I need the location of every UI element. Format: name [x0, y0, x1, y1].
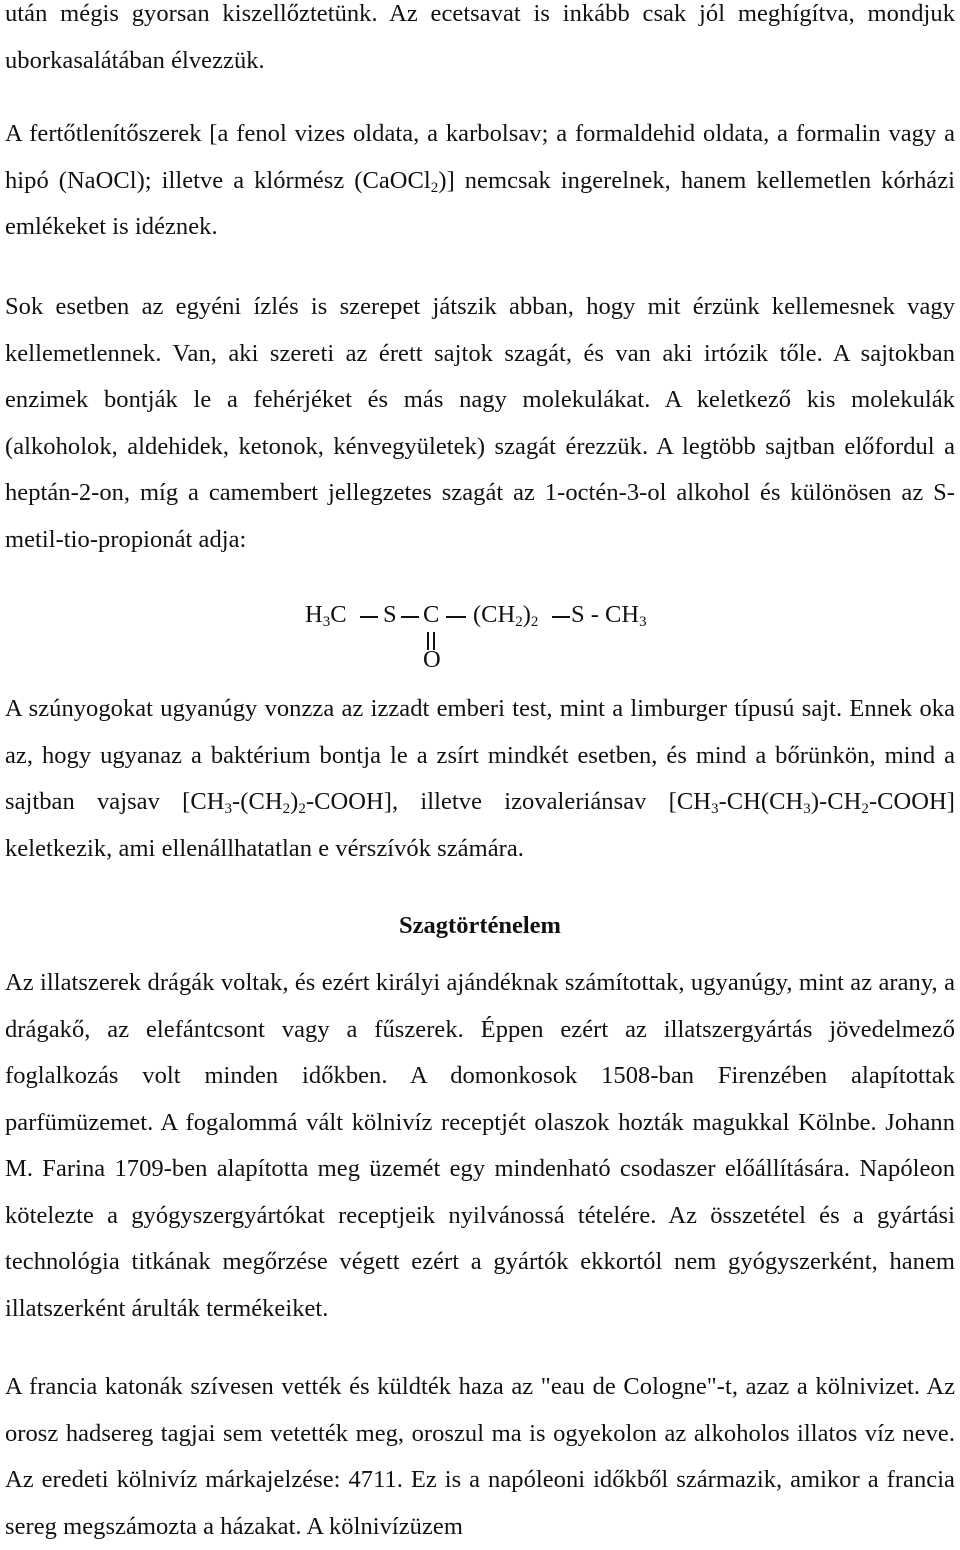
formula-oxygen: O: [423, 646, 441, 673]
paragraph-eau-de-cologne: A francia katonák szívesen vették és küldték haza az "eau de Cologne"-t, azaz a kölnivizet. Az orosz hadsereg tagjai sem vetették meg, oroszul ma is ogyekolon az alkoholos illatos víz neve. Az eredeti kölnivíz márkajelzése: 4711. Ez is a napóleoni időkből származik, amikor a francia sereg megszámozta a házakat. A kölnivízüzem: [5, 1373, 955, 1540]
formula-carbonyl-carbon: C: [423, 601, 440, 628]
formula-ch2-group: $(CH_2)_2$: [473, 601, 539, 630]
single-bond: [552, 616, 570, 618]
single-bond: [446, 616, 466, 618]
structural-formula: [5, 596, 955, 676]
formula-h3c: $H_3C$: [305, 601, 347, 630]
paragraph-disinfectants-text-a: A fertőtlenítőszerek [a fenol vizes oldata, a karbolsav; a formaldehid oldata, a formalin vagy a hipó (NaOCl); illetve a klórmész (CaOCl: [5, 120, 955, 194]
subscript: 2: [430, 179, 439, 196]
paragraph-disinfectants: [5, 111, 955, 251]
paragraph-cheese-smell: Sok esetben az egyéni ízlés is szerepet játszik abban, hogy mit érzünk kellemesnek vagy kellemetlennek. Van, aki szereti az érett sajtok szagát, és van aki irtózik tőle. A sajtokban enzimek bontják le a fehérjéket és más nagy molekulákat. A keletkező kis molekulák (alkoholok, aldehidek, ketonok, kénvegyületek) szagát érezzük. A legtöbb sajtban előfordul a heptán-2-on, míg a camembert jellegzetes szagát az 1-octén-3-ol alkohol és különösen az S-metil-tio-propionát adja:: [5, 293, 955, 553]
section-heading: Szagtörténelem: [399, 912, 561, 939]
formula-sulfur-1: S: [383, 601, 397, 628]
paragraph-disinfectants-text-b: )] nemcsak ingerelnek, hanem kellemetlen kórházi emlékeket is idéznek.: [5, 166, 955, 240]
paragraph-intro: után mégis gyorsan kiszellőztetünk. Az ecetsavat is inkább csak jól meghígítva, mondjuk uborkasalátában élvezzük.: [5, 0, 955, 74]
single-bond: [401, 616, 419, 618]
single-bond: [360, 616, 378, 618]
paragraph-perfume-history: Az illatszerek drágák voltak, és ezért királyi ajándéknak számítottak, ugyanúgy, mint az arany, a drágakő, az elefántcsont vagy a fűszerek. Éppen ezért az illatszergyártás jövedelmező foglalkozás volt minden időkben. A domonkosok 1508-ban Firenzében alapítottak parfümüzemet. A fogalommá vált kölnivíz receptjét olaszok hozták magukkal Kölnbe. Johann M. Farina 1709-ben alapította meg üzemét egy mindenható csodaszer előállítására. Napóleon kötelezte a gyógyszergyártókat receptjeik nyilvánossá tételére. Az összetétel és a gyártási technológia titkának megőrzése végett ezért a gyártók ekkortól nem gyógyszerként, hanem illatszerként árulták termékeiket.: [5, 969, 955, 1322]
formula-s-ch3: S - $CH_3$: [571, 601, 647, 630]
paragraph-mosquitoes: A szúnyogokat ugyanúgy vonzza az izzadt emberi test, mint a limburger típusú sajt. Ennek oka az, hogy ugyanaz a baktérium bontja le a zsírt mindkét esetben, és mind a bőrünkön, mind a sajtban vajsav $[CH_3-(CH_2)_2-COOH]$, illetve izovaleriánsav $[CH_3-CH(CH_3)-CH_2-COOH]$ keletkezik, ami ellenállhatatlan e vérszívók számára.: [5, 695, 955, 862]
